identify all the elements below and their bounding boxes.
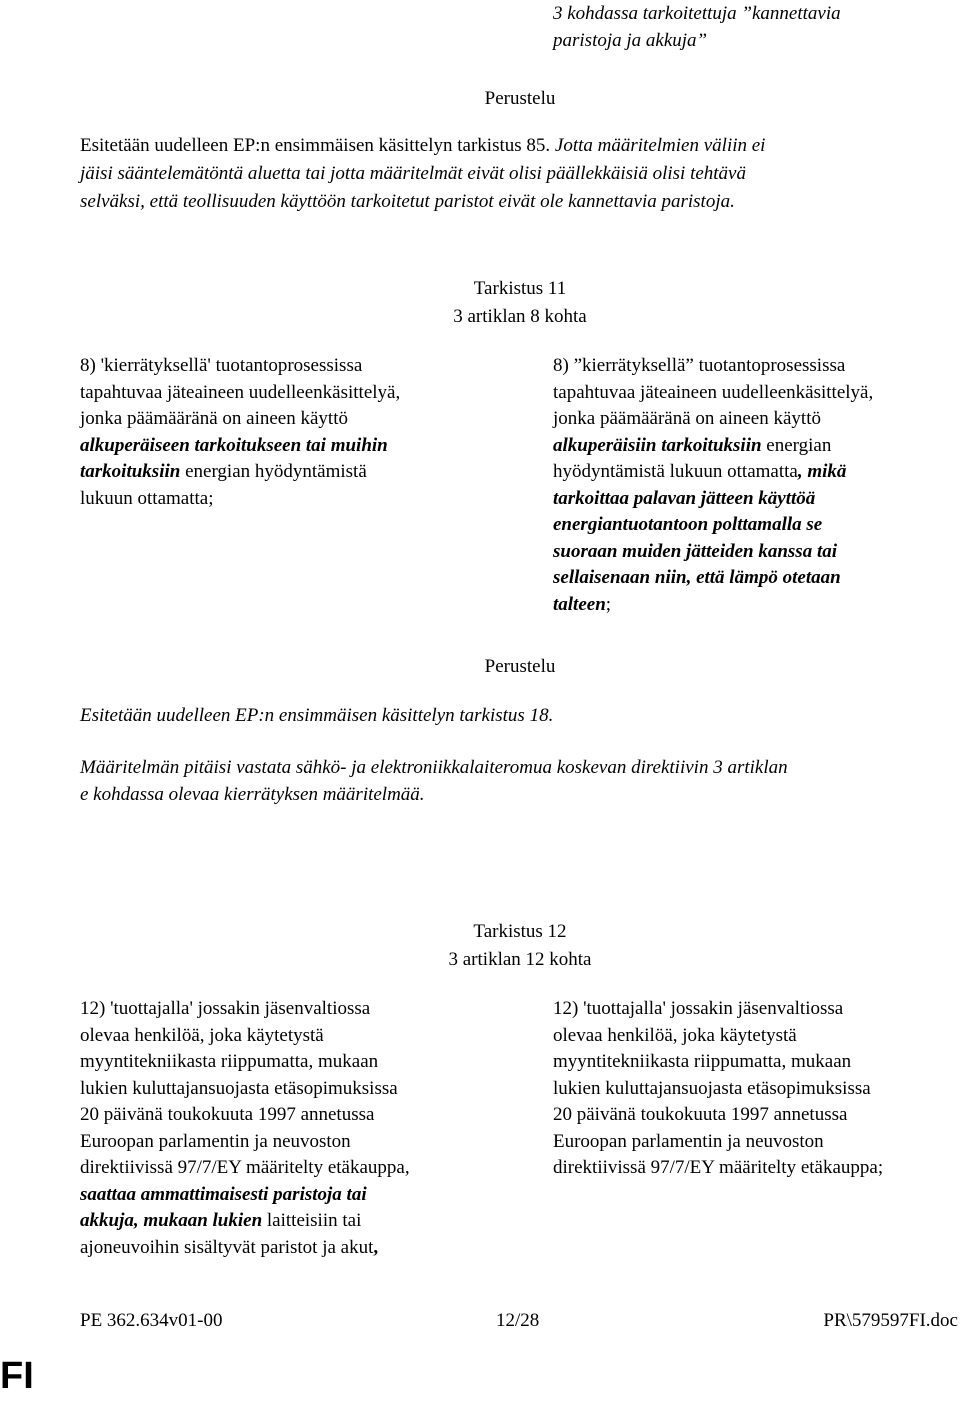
a11-justification-1: Esitetään uudelleen EP:n ensimmäisen käsittelyn tarkistus 18. [80,705,554,726]
a11-left-line-5 [80,459,490,486]
top-justification-line-2: jäisi sääntelemätöntä aluetta tai jotta määritelmät eivät olisi päällekkäisiä olisi tehtävä [80,163,746,184]
a12-right-line-7: direktiivissä 97/7/EY määritelty etäkauppa; [553,1157,884,1178]
a12-left-line-1: 12) 'tuottajalla' jossakin jäsenvaltiossa [80,998,371,1019]
a11-left-line-3: jonka päämääränä on aineen käyttö [80,408,348,429]
amendment-12-left-column [80,996,490,1261]
a11-right-line-8: suoraan muiden jätteiden kanssa tai [553,540,838,562]
a12-right-line-5: 20 päivänä toukokuuta 1997 annetussa [553,1104,848,1125]
a11-right-line-4-plain: energian [761,434,832,456]
a11-right-line-5-plain: hyödyntämistä lukuun ottamatta [553,461,798,482]
top-justification-plain: Esitetään uudelleen EP:n ensimmäisen käsittelyn tarkistus 85. [80,135,555,156]
amendment-12-right-column [553,996,960,1182]
top-justification-italic: Jotta määritelmien väliin ei [554,135,766,156]
a12-left-line-10-bold: , [373,1236,379,1258]
a11-left-line-1: 8) 'kierrätyksellä' tuotantoprosessissa [80,355,363,376]
a12-left-line-9-bold: akkuja, mukaan lukien [80,1210,263,1231]
a11-justification-2 [80,755,955,808]
a11-right-line-10-bold: talteen [553,593,606,615]
a12-left-line-10 [80,1235,490,1262]
a12-left-line-8: saattaa ammattimaisesti paristoja tai [80,1183,367,1205]
amendment-12-title-block [80,918,960,974]
footer-language-code: FI [0,1355,34,1397]
a11-right-line-2: tapahtuvaa jäteaineen uudelleenkäsittelyä, [553,381,874,403]
a12-right-line-2: olevaa henkilöä, joka käytetystä [553,1024,797,1046]
a11-justification-2-line-2: e kohdassa olevaa kierrätyksen määritelmää. [80,783,425,805]
a12-left-line-5: 20 päivänä toukokuuta 1997 annetussa [80,1104,375,1125]
a12-right-line-6: Euroopan parlamentin ja neuvoston [553,1130,824,1152]
a12-left-line-3: myyntitekniikasta riippumatta, mukaan [80,1051,379,1072]
footer-page-number: 12/28 [496,1310,540,1331]
header-line-2: paristoja ja akkuja” [553,30,708,51]
a11-left-line-6: lukuun ottamatta; [80,487,214,509]
a12-right-line-4: lukien kuluttajansuojasta etäsopimuksissa [553,1077,871,1099]
amendment-11-title: Tarkistus 11 [473,278,567,299]
top-justification [80,132,950,216]
a11-right-line-7: energiantuotantoon polttamalla se [553,514,823,535]
a11-right-line-10-plain: ; [605,593,612,615]
a12-right-line-3: myyntitekniikasta riippumatta, mukaan [553,1051,852,1072]
a11-right-line-3: jonka päämääränä on aineen käyttö [553,408,821,429]
a11-left-line-5-plain: energian hyödyntämistä [180,461,367,482]
a11-right-line-5-bold: , mikä [797,461,847,482]
a11-right-line-1: 8) ”kierrätyksellä” tuotantoprosessissa [553,355,846,376]
a12-left-line-4: lukien kuluttajansuojasta etäsopimuksissa [80,1077,398,1099]
a11-left-line-2: tapahtuvaa jäteaineen uudelleenkäsittelyä, [80,381,401,403]
top-justification-line-1 [80,132,950,160]
amendment-12-title: Tarkistus 12 [473,921,567,942]
perustelu-heading-top: Perustelu [484,88,556,109]
top-justification-line-3: selväksi, että teollisuuden käyttöön tarkoitetut paristot eivät ole kannettavia paristoja. [80,191,735,212]
a11-right-line-10 [553,592,960,619]
a11-left-line-4: alkuperäiseen tarkoitukseen tai muihin [80,434,388,456]
a11-right-line-4-bold: alkuperäisiin tarkoituksiin [553,434,762,456]
a11-left-line-5-bold: tarkoituksiin [80,461,181,482]
header-line-1: 3 kohdassa tarkoitettuja ”kannettavia [553,3,841,24]
a11-right-line-6: tarkoittaa palavan jätteen käyttöä [553,487,816,509]
a12-left-line-7: direktiivissä 97/7/EY määritelty etäkauppa, [80,1157,410,1178]
a12-left-line-2: olevaa henkilöä, joka käytetystä [80,1024,324,1046]
a11-right-line-9: sellaisenaan niin, että lämpö otetaan [553,567,841,588]
a12-left-line-9 [80,1208,490,1235]
a11-right-line-5 [553,459,960,486]
perustelu-heading-a11: Perustelu [484,656,556,677]
a11-right-line-4 [553,433,960,460]
footer-ref: PE 362.634v01-00 [80,1310,223,1331]
amendment-11-left-column [80,353,490,512]
amendment-11-right-column [553,353,960,618]
a12-left-line-6: Euroopan parlamentin ja neuvoston [80,1130,351,1152]
a12-right-line-1: 12) 'tuottajalla' jossakin jäsenvaltiossa [553,998,844,1019]
amendment-12-subtitle: 3 artiklan 12 kohta [448,949,592,970]
header-right-block [553,0,953,54]
footer-doc-name: PR\579597FI.doc [823,1310,958,1331]
amendment-11-title-block [80,275,960,331]
a11-justification-2-line-1: Määritelmän pitäisi vastata sähkö- ja elektroniikkalaiteromua koskevan direktiivin 3 artiklan [80,757,788,778]
a12-left-line-9-plain: laitteisiin tai [262,1210,362,1231]
a12-left-line-10-plain: ajoneuvoihin sisältyvät paristot ja akut [80,1236,374,1258]
amendment-11-subtitle: 3 artiklan 8 kohta [453,306,587,327]
